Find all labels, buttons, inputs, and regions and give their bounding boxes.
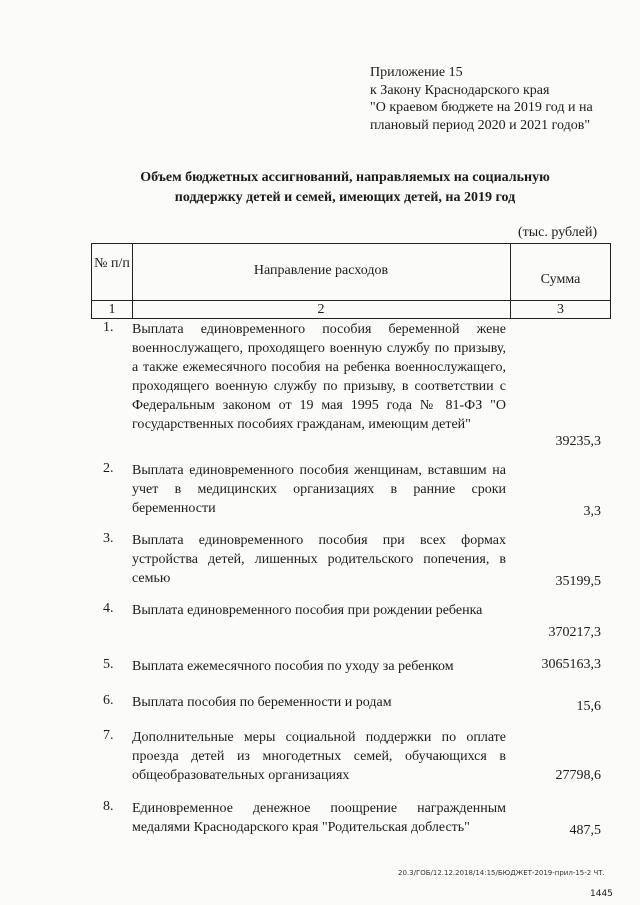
row-text: Выплата ежемесячного пособия по уходу за ребенком: [132, 659, 454, 674]
row-text: Выплата единовременного пособия при рождении ребенка: [132, 603, 483, 618]
row-text: Выплата пособия по беременности и родам: [132, 695, 392, 710]
header-direction: Направление расходов: [253, 263, 389, 278]
title-line: Объем бюджетных ассигнований, направляемых на социальную: [140, 170, 550, 185]
row-text: Выплата единовременного пособия при всех формах устройства детей, лишенных родительского попечения, в семью: [132, 533, 506, 586]
row-sum: 39235,3: [555, 434, 601, 449]
row-sum: 15,6: [576, 699, 601, 714]
page-number: 1445: [590, 889, 613, 899]
title-line: поддержку детей и семей, имеющих детей, на 2019 год: [174, 190, 516, 205]
table-header: [91, 243, 611, 319]
row-number: 7.: [103, 728, 114, 743]
table-body: [91, 318, 611, 858]
row-number: 2.: [103, 461, 114, 476]
annex-block: [370, 64, 632, 134]
row-number: 8.: [103, 799, 114, 814]
row-sum: 3,3: [583, 504, 601, 519]
units-label: (тыс. рублей): [518, 225, 598, 240]
footer-note: 20.3/ГОБ/12.12.2018/14:15/БЮДЖЕТ-2019-прил-15-2 ЧТ.: [398, 869, 605, 877]
row-sum: 27798,6: [555, 768, 601, 783]
header-sum: Сумма: [540, 272, 581, 287]
row-number: 5.: [103, 657, 114, 672]
annex-line: к Закону Краснодарского края: [370, 82, 550, 98]
annex-line: Приложение 15: [370, 65, 463, 80]
index-cell: 2: [317, 302, 325, 317]
row-sum: 35199,5: [555, 574, 601, 589]
row-text: Выплата единовременного пособия женщинам, вставшим на учет в медицинских организациях в ранние сроки беременности: [132, 463, 506, 516]
index-cell: 1: [108, 302, 116, 317]
row-sum: 487,5: [569, 823, 601, 838]
annex-line: "О краевом бюджете на 2019 год и на: [370, 100, 593, 115]
row-sum: 370217,3: [548, 625, 601, 640]
header-num: № п/п: [94, 256, 130, 271]
row-number: 3.: [103, 531, 114, 546]
table-border-top: [91, 243, 611, 244]
row-text: Единовременное денежное поощрение награжденным медалями Краснодарского края "Родительская доблесть": [132, 801, 506, 835]
table-border-right: [610, 243, 611, 319]
table-border-left: [91, 243, 92, 319]
row-number: 1.: [103, 320, 114, 335]
row-text: Дополнительные меры социальной поддержки по оплате проезда детей из многодетных семей, обучающихся в общеобразовательных организациях: [132, 730, 506, 783]
annex-line: плановый период 2020 и 2021 годов": [370, 117, 591, 133]
row-number: 6.: [103, 693, 114, 708]
row-sum: 3065163,3: [541, 657, 601, 672]
index-cell: 3: [557, 302, 564, 317]
row-number: 4.: [103, 601, 114, 616]
row-text: Выплата единовременного пособия беременной жене военнослужащего, проходящего военную службу по призыву, а также ежемесячного пособия на ребенка военнослужащего, проходящего военную службу по призыву, в соответствии с Федеральным законом от 19 мая 1995 года № 81-ФЗ "О государственных пособиях гражданам, имеющим детей": [132, 322, 506, 432]
document-title: [110, 168, 580, 208]
